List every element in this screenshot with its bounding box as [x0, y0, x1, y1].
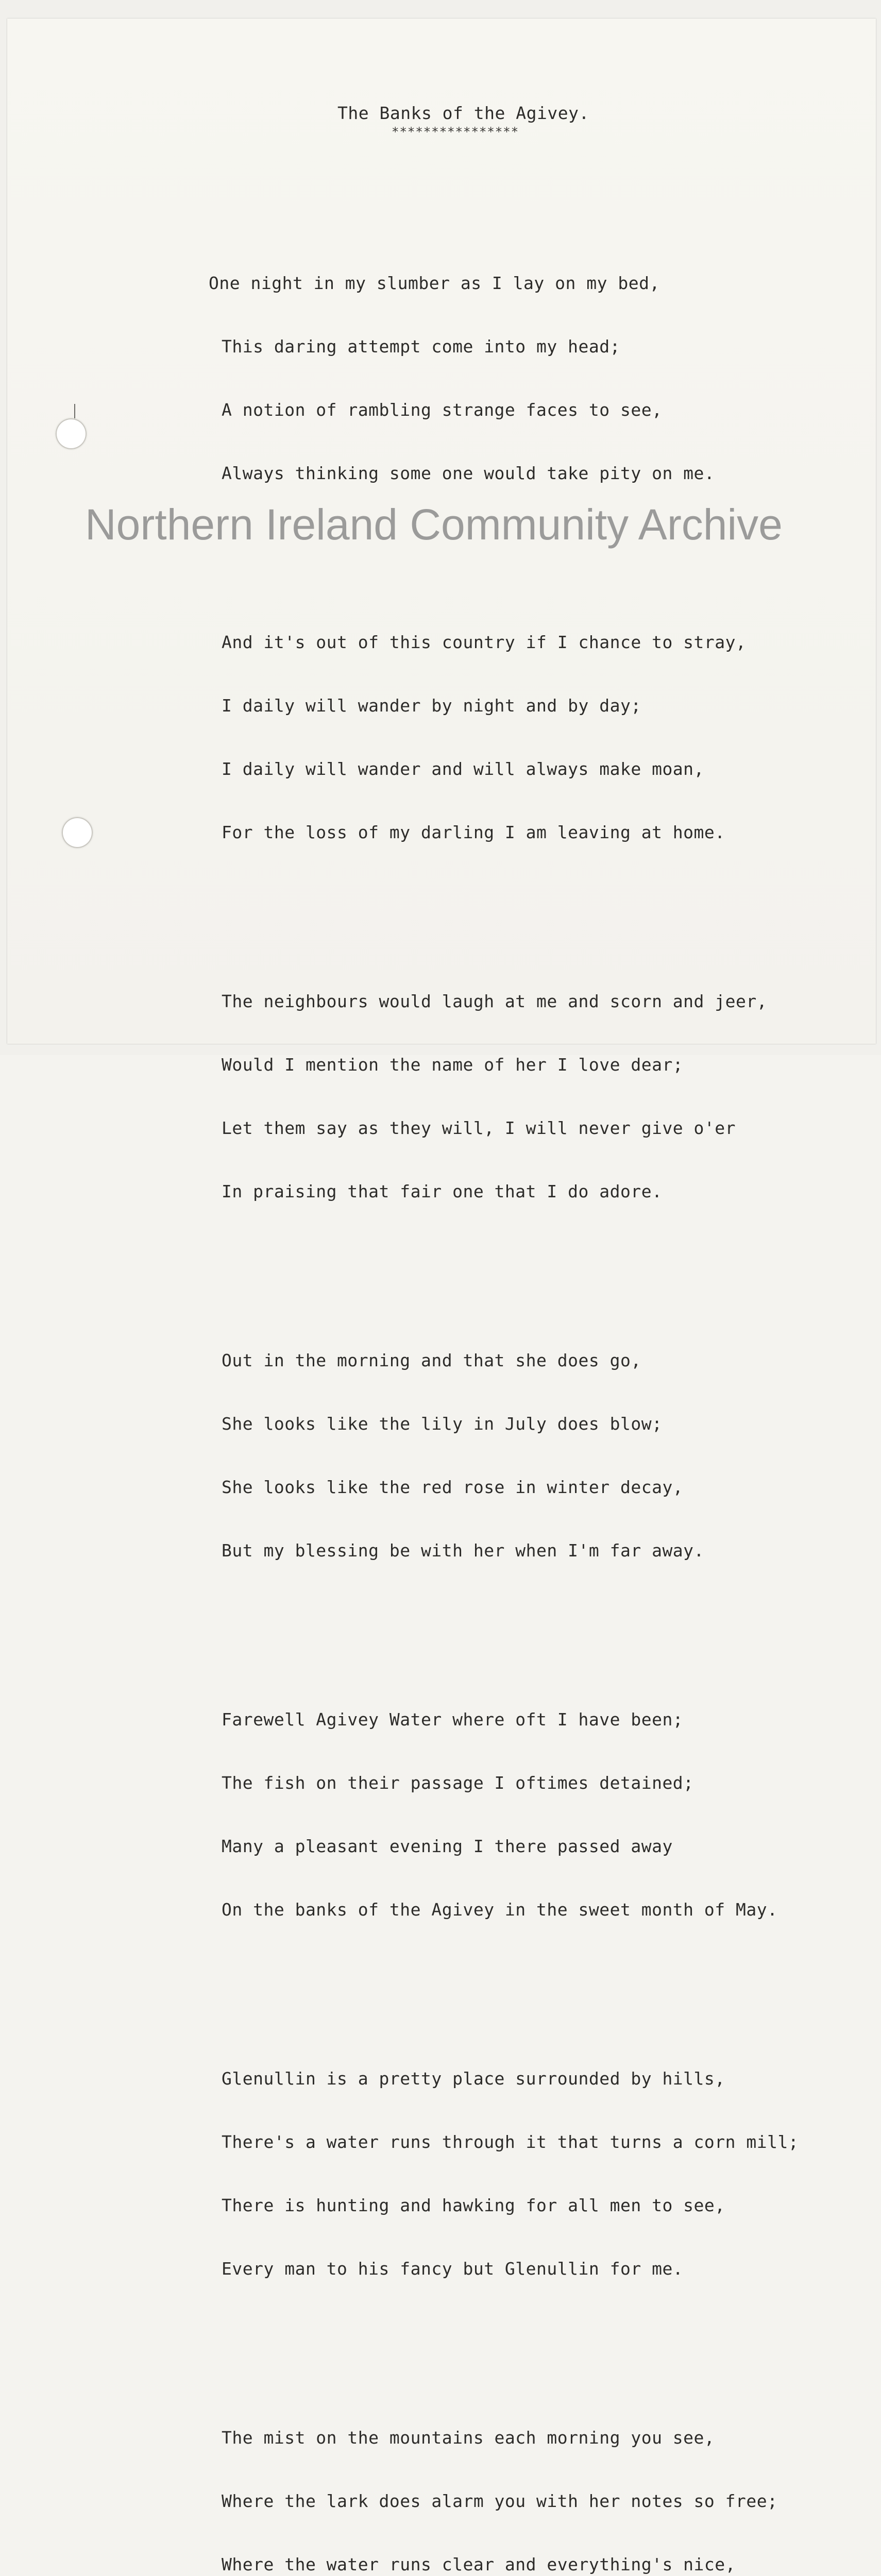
poem-line: Glenullin is a pretty place surrounded by hills, [222, 2069, 725, 2089]
archive-watermark: Northern Ireland Community Archive [85, 500, 783, 549]
poem-line: Out in the morning and that she does go, [222, 1350, 641, 1370]
stanza [222, 1308, 799, 1603]
poem-line: I daily will wander by night and by day; [222, 696, 641, 716]
stanza [222, 2385, 799, 2576]
poem-line: But my blessing be with her when I'm far away. [222, 1540, 704, 1561]
punch-hole-upper [56, 418, 87, 449]
poem-line: There's a water runs through it that turns a corn mill; [222, 2132, 799, 2152]
poem-line: She looks like the red rose in winter decay, [222, 1477, 684, 1497]
poem-line: The fish on their passage I oftimes detained; [222, 1773, 694, 1793]
stanza [209, 230, 799, 526]
poem-line: She looks like the lily in July does blow; [222, 1414, 663, 1434]
punch-hole-lower [62, 817, 93, 848]
stanza [222, 1667, 799, 1962]
poem-line: On the banks of the Agivey in the sweet month of May. [222, 1900, 778, 1920]
poem-line: Where the water runs clear and everything's nice, [222, 2554, 736, 2574]
poem-line: There is hunting and hawking for all men to see, [222, 2195, 725, 2215]
poem-line: The neighbours would laugh at me and scorn and jeer, [222, 991, 768, 1011]
poem-line: The mist on the mountains each morning you see, [222, 2428, 715, 2448]
stanza [222, 948, 799, 1244]
title-divider: **************** [392, 125, 519, 139]
poem-line: Where the lark does alarm you with her notes so free; [222, 2491, 778, 2511]
poem-line: Every man to his fancy but Glenullin for me. [222, 2259, 684, 2279]
poem-line: Would I mention the name of her I love dear; [222, 1055, 684, 1075]
poem-line: Always thinking some one would take pity on me. [222, 463, 715, 483]
stanza [222, 589, 799, 885]
poem-line: And it's out of this country if I chance to stray, [222, 632, 747, 652]
poem-title: The Banks of the Agivey. [337, 103, 589, 123]
poem-line: Many a pleasant evening I there passed away [222, 1836, 673, 1856]
poem-line: Farewell Agivey Water where oft I have been; [222, 1709, 684, 1730]
pencil-mark [74, 404, 75, 418]
poem-line: For the loss of my darling I am leaving at home. [222, 822, 725, 842]
stanza [222, 2026, 799, 2321]
poem-line: One night in my slumber as I lay on my bed, [209, 273, 660, 293]
poem-line: I daily will wander and will always make moan, [222, 759, 704, 779]
poem-line: A notion of rambling strange faces to see, [222, 400, 663, 420]
poem-line: In praising that fair one that I do adore. [222, 1181, 663, 1201]
poem-line: Let them say as they will, I will never give o'er [222, 1118, 736, 1138]
poem-line: This daring attempt come into my head; [222, 336, 620, 357]
